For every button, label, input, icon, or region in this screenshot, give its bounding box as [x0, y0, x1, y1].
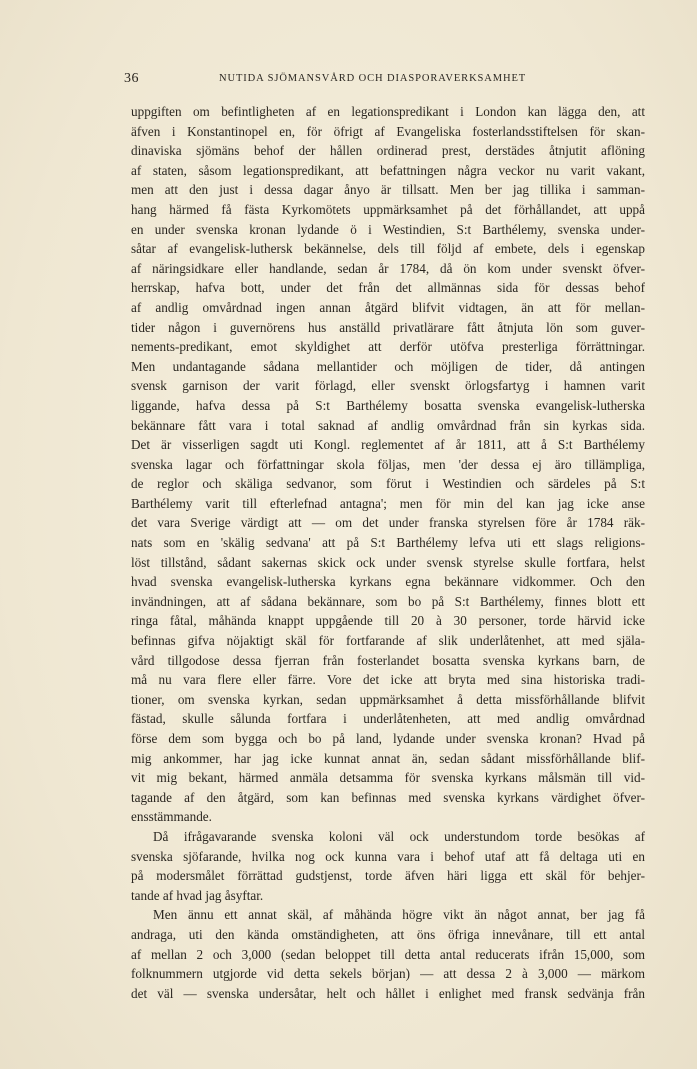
text-line: tagande af den åtgärd, som kan befinnas med svenska kyrkans värdighet öfver- — [131, 789, 645, 805]
text-line: ensstämmande. — [131, 809, 212, 825]
text-line: förse dem som bygga och bo på land, lydande under svenska kronan? Hvad på — [131, 731, 645, 746]
text-line: Då ifrågavarande svenska koloni väl ock understundom torde besökas af — [153, 828, 645, 844]
text-line: af mellan 2 och 3,000 (sedan beloppet till detta antal reducerats ifrån 15,000, som — [131, 946, 645, 962]
text-line: hvad svenska evangelisk-lutherska kyrkans egna bekännare vidkommer. Och den — [131, 574, 645, 590]
text-line: de reglor och skäliga sedvanor, som förut i Westindien och särdeles på S:t — [131, 476, 645, 492]
text-line: vård tillgodose dessa fjerran från fosterlandet bosatta svenska kyrkans barn, de — [131, 652, 645, 668]
text-line: mig ankommer, har jag icke kunnat annat än, sedan sådant missförhållande blif- — [131, 750, 645, 766]
text-line: det väl — svenska undersåtar, helt och hållet i enlighet med fransk sedvänja från — [131, 985, 645, 1001]
text-line: Det är visserligen sagdt uti Kongl. reglementet af år 1811, att å S:t Barthélemy — [131, 437, 645, 453]
text-line: invändningen, att af sådana bekännare, som bo på S:t Barthélemy, finnes blott ett — [131, 593, 645, 609]
text-line: Barthélemy varit till efterlefnad antagna'; men för min del kan jag icke anse — [131, 495, 645, 511]
text-line: löst tillstånd, sådant sakernas skick ock under svensk styrelse skulle fortfara, helst — [131, 554, 645, 570]
text-line: nements-predikant, emot skyldighet att derför utöfva presterliga förrättningar. — [131, 339, 645, 355]
text-line: på modersmålet förrättad gudstjenst, torde äfven häri ligga ett skäl för behjer- — [131, 868, 645, 884]
text-line: en under svenska kronan lydande ö i Westindien, S:t Barthélemy, svenska under- — [131, 221, 645, 237]
text-line: nats som en 'skälig sedvana' att på S:t Barthélemy lefva uti ett slags religions- — [131, 535, 645, 551]
text-line: det vara Sverige värdigt att — om det under franska styrelsen före år 1784 räk- — [131, 515, 645, 531]
text-line: Men undantagande sådana mellantider och möjligen de tider, då antingen — [131, 358, 645, 374]
text-line: svenska sjöfarande, hvilka nog ock kunna vara i behof utaf att få deltaga uti en — [131, 848, 645, 864]
text-line: bekännare fått vara i total saknad af andlig omvårdnad från sin kyrkas sida. — [131, 417, 645, 433]
text-line: befinnas gifva nöjaktigt skäl för fortfarande af slik underlåtenhet, att med själa- — [131, 633, 645, 649]
text-line: men att den just i dessa dagar ånyo är tillsatt. Men ber jag tillika i samman- — [131, 182, 645, 198]
text-line: tider någon i guvernörens hus anställd privatlärare fått åtnjuta lön som guver- — [131, 319, 645, 335]
running-head: NUTIDA SJÖMANSVÅRD OCH DIASPORAVERKSAMHET — [219, 73, 527, 84]
text-line: af andlig omvårdnad ingen annan åtgärd blifvit vidtagen, än att för mellan- — [131, 299, 645, 315]
text-line: fästad, skulle sålunda fortfara i underlåtenheten, att med andlig omvårdnad — [131, 711, 645, 727]
body-text — [131, 102, 645, 1003]
text-line: dinaviska sjömäns behof der hållen ordinerad prest, derstädes åtnjutit aflöning — [131, 143, 645, 159]
text-line: vit mig bekant, härmed anmäla detsamma för svenska kyrkans målsmän till vid- — [131, 770, 645, 786]
text-line: hang härmed få fästa Kyrkomötets uppmärksamhet på det förhållandet, att uppå — [131, 201, 645, 217]
text-line: andraga, uti den kända omständigheten, att öns öfriga innevånare, till ett antal — [131, 926, 645, 942]
text-line: må nu vara flere eller färre. Vore det icke att bryta med sina historiska tradi- — [131, 672, 645, 688]
text-line: tande af hvad jag åsyftar. — [131, 887, 264, 903]
text-line: Men ännu ett annat skäl, af måhända högre vikt än något annat, ber jag få — [153, 907, 645, 923]
text-line: liggande, hafva dessa på S:t Barthélemy bosatta svenska evangelisk-lutherska — [131, 397, 645, 413]
text-line: svenska lagar och författningar skola följas, men 'der dessa ej äro tillämpliga, — [131, 456, 645, 472]
text-line: ringa fåtal, måhända knappt uppgående till 20 à 30 personer, torde härvid icke — [131, 613, 645, 629]
text-line: tioner, om svenska kyrkan, sedan uppmärksamhet å detta missförhållande blifvit — [131, 691, 645, 707]
text-line: uppgiften om befintligheten af en legationspredikant i London kan lägga den, att — [131, 104, 645, 119]
page-header — [124, 71, 640, 87]
page-number: 36 — [124, 71, 139, 86]
text-line: äfven i Konstantinopel en, för öfrigt af Evangeliska fosterlandsstiftelsen för skan- — [131, 123, 645, 139]
text-line: af staten, såsom legationspredikant, att befattningen några veckor nu varit vakant, — [131, 162, 645, 178]
text-line: svensk garnison der varit förlagd, eller svenskt örlogsfartyg i hamnen varit — [131, 378, 645, 394]
text-line: af näringsidkare eller handlande, sedan år 1784, då ön kom under svenskt öfver- — [131, 260, 645, 276]
text-line: folknummern utgjorde vid detta sekels början) — att dessa 2 à 3,000 — märkom — [131, 966, 645, 982]
text-line: såtar af evangelisk-luthersk bekännelse, dels till följd af embete, dels i egenskap — [131, 241, 645, 257]
text-line: herrskap, hafva bott, under det från det allmännas sida för dessas behof — [131, 280, 645, 296]
